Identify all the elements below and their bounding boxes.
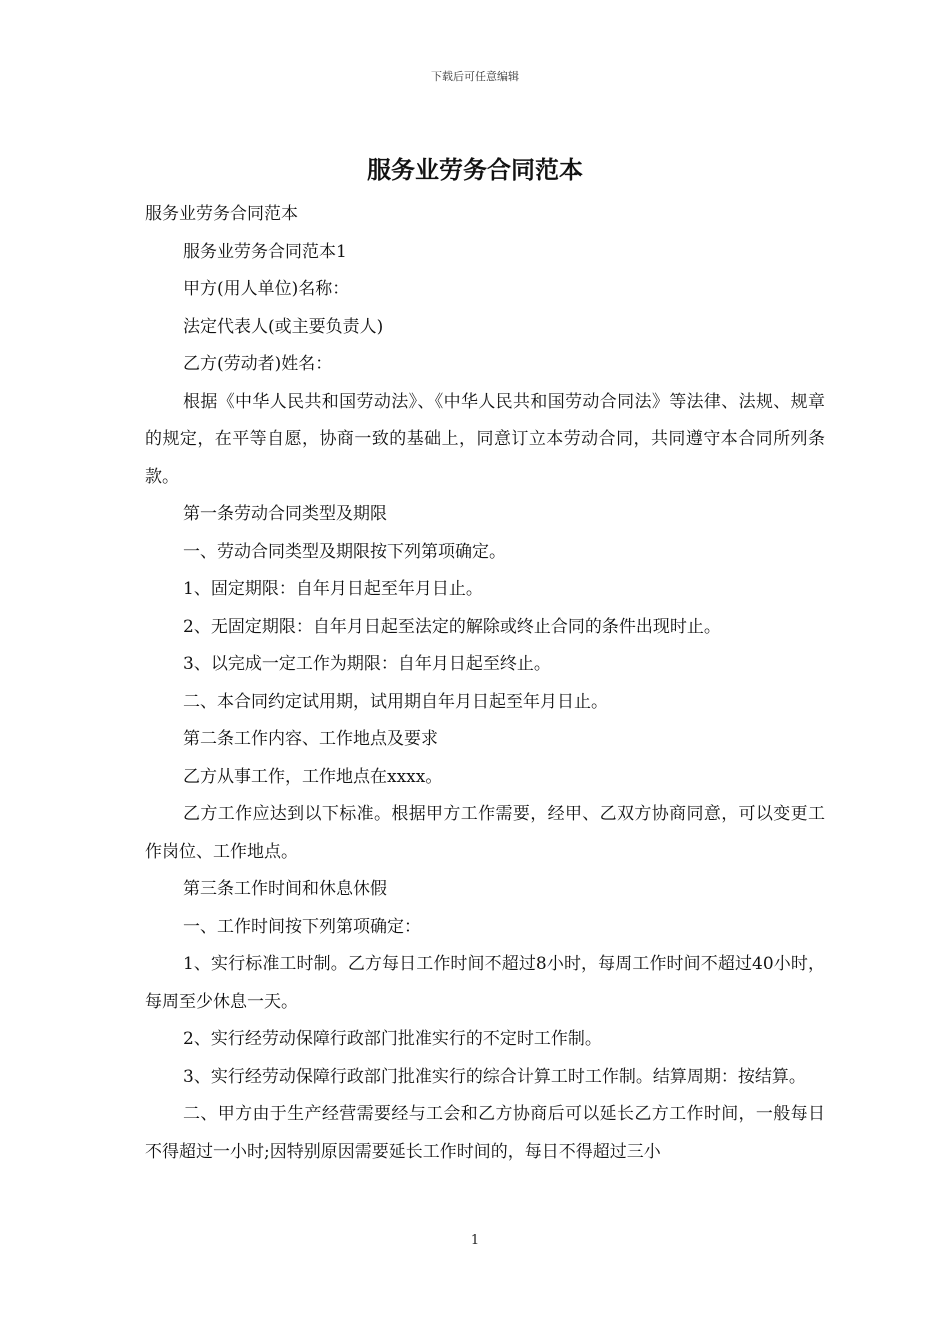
paragraph: 第三条工作时间和休息休假 (183, 879, 387, 899)
paragraph: 3、以完成一定工作为期限：自年月日起至终止。 (183, 654, 551, 674)
document-title: 服务业劳务合同范本 (367, 155, 583, 184)
paragraph: 甲方(用人单位)名称： (183, 279, 350, 299)
paragraph: 1、实行标准工时制。乙方每日工作时间不超过8小时，每周工作时间不超过40小时，每周至少休息一天。 (145, 954, 825, 1012)
page-number: 1 (470, 1233, 480, 1248)
paragraph: 乙方工作应达到以下标准。根据甲方工作需要，经甲、乙双方协商同意，可以变更工作岗位、工作地点。 (145, 804, 825, 862)
paragraph: 1、固定期限：自年月日起至年月日止。 (183, 579, 483, 599)
paragraph: 二、本合同约定试用期，试用期自年月日起至年月日止。 (183, 691, 608, 712)
header-note: 下载后可任意编辑 (431, 70, 519, 83)
paragraph: 服务业劳务合同范本 (145, 204, 298, 224)
paragraph: 2、无固定期限：自年月日起至法定的解除或终止合同的条件出现时止。 (183, 616, 721, 637)
paragraph: 2、实行经劳动保障行政部门批准实行的不定时工作制。 (183, 1029, 602, 1049)
paragraph: 3、实行经劳动保障行政部门批准实行的综合计算工时工作制。结算周期：按结算。 (183, 1066, 806, 1087)
paragraph: 二、甲方由于生产经营需要经与工会和乙方协商后可以延长乙方工作时间，一般每日不得超过一小时;因特别原因需要延长工作时间的，每日不得超过三小 (145, 1104, 825, 1162)
paragraph: 法定代表人(或主要负责人) (183, 316, 384, 337)
paragraph: 一、劳动合同类型及期限按下列第项确定。 (183, 541, 506, 562)
document-body (145, 196, 825, 1171)
paragraph: 乙方从事工作，工作地点在xxxx。 (183, 766, 443, 787)
paragraph: 乙方(劳动者)姓名： (183, 354, 333, 374)
paragraph: 第一条劳动合同类型及期限 (183, 504, 387, 524)
paragraph: 一、工作时间按下列第项确定： (183, 916, 421, 937)
paragraph: 服务业劳务合同范本1 (183, 241, 347, 262)
paragraph: 第二条工作内容、工作地点及要求 (183, 729, 438, 749)
paragraph: 根据《中华人民共和国劳动法》、《中华人民共和国劳动合同法》等法律、法规、规章的规定，在平等自愿，协商一致的基础上，同意订立本劳动合同，共同遵守本合同所列条款。 (145, 391, 825, 487)
